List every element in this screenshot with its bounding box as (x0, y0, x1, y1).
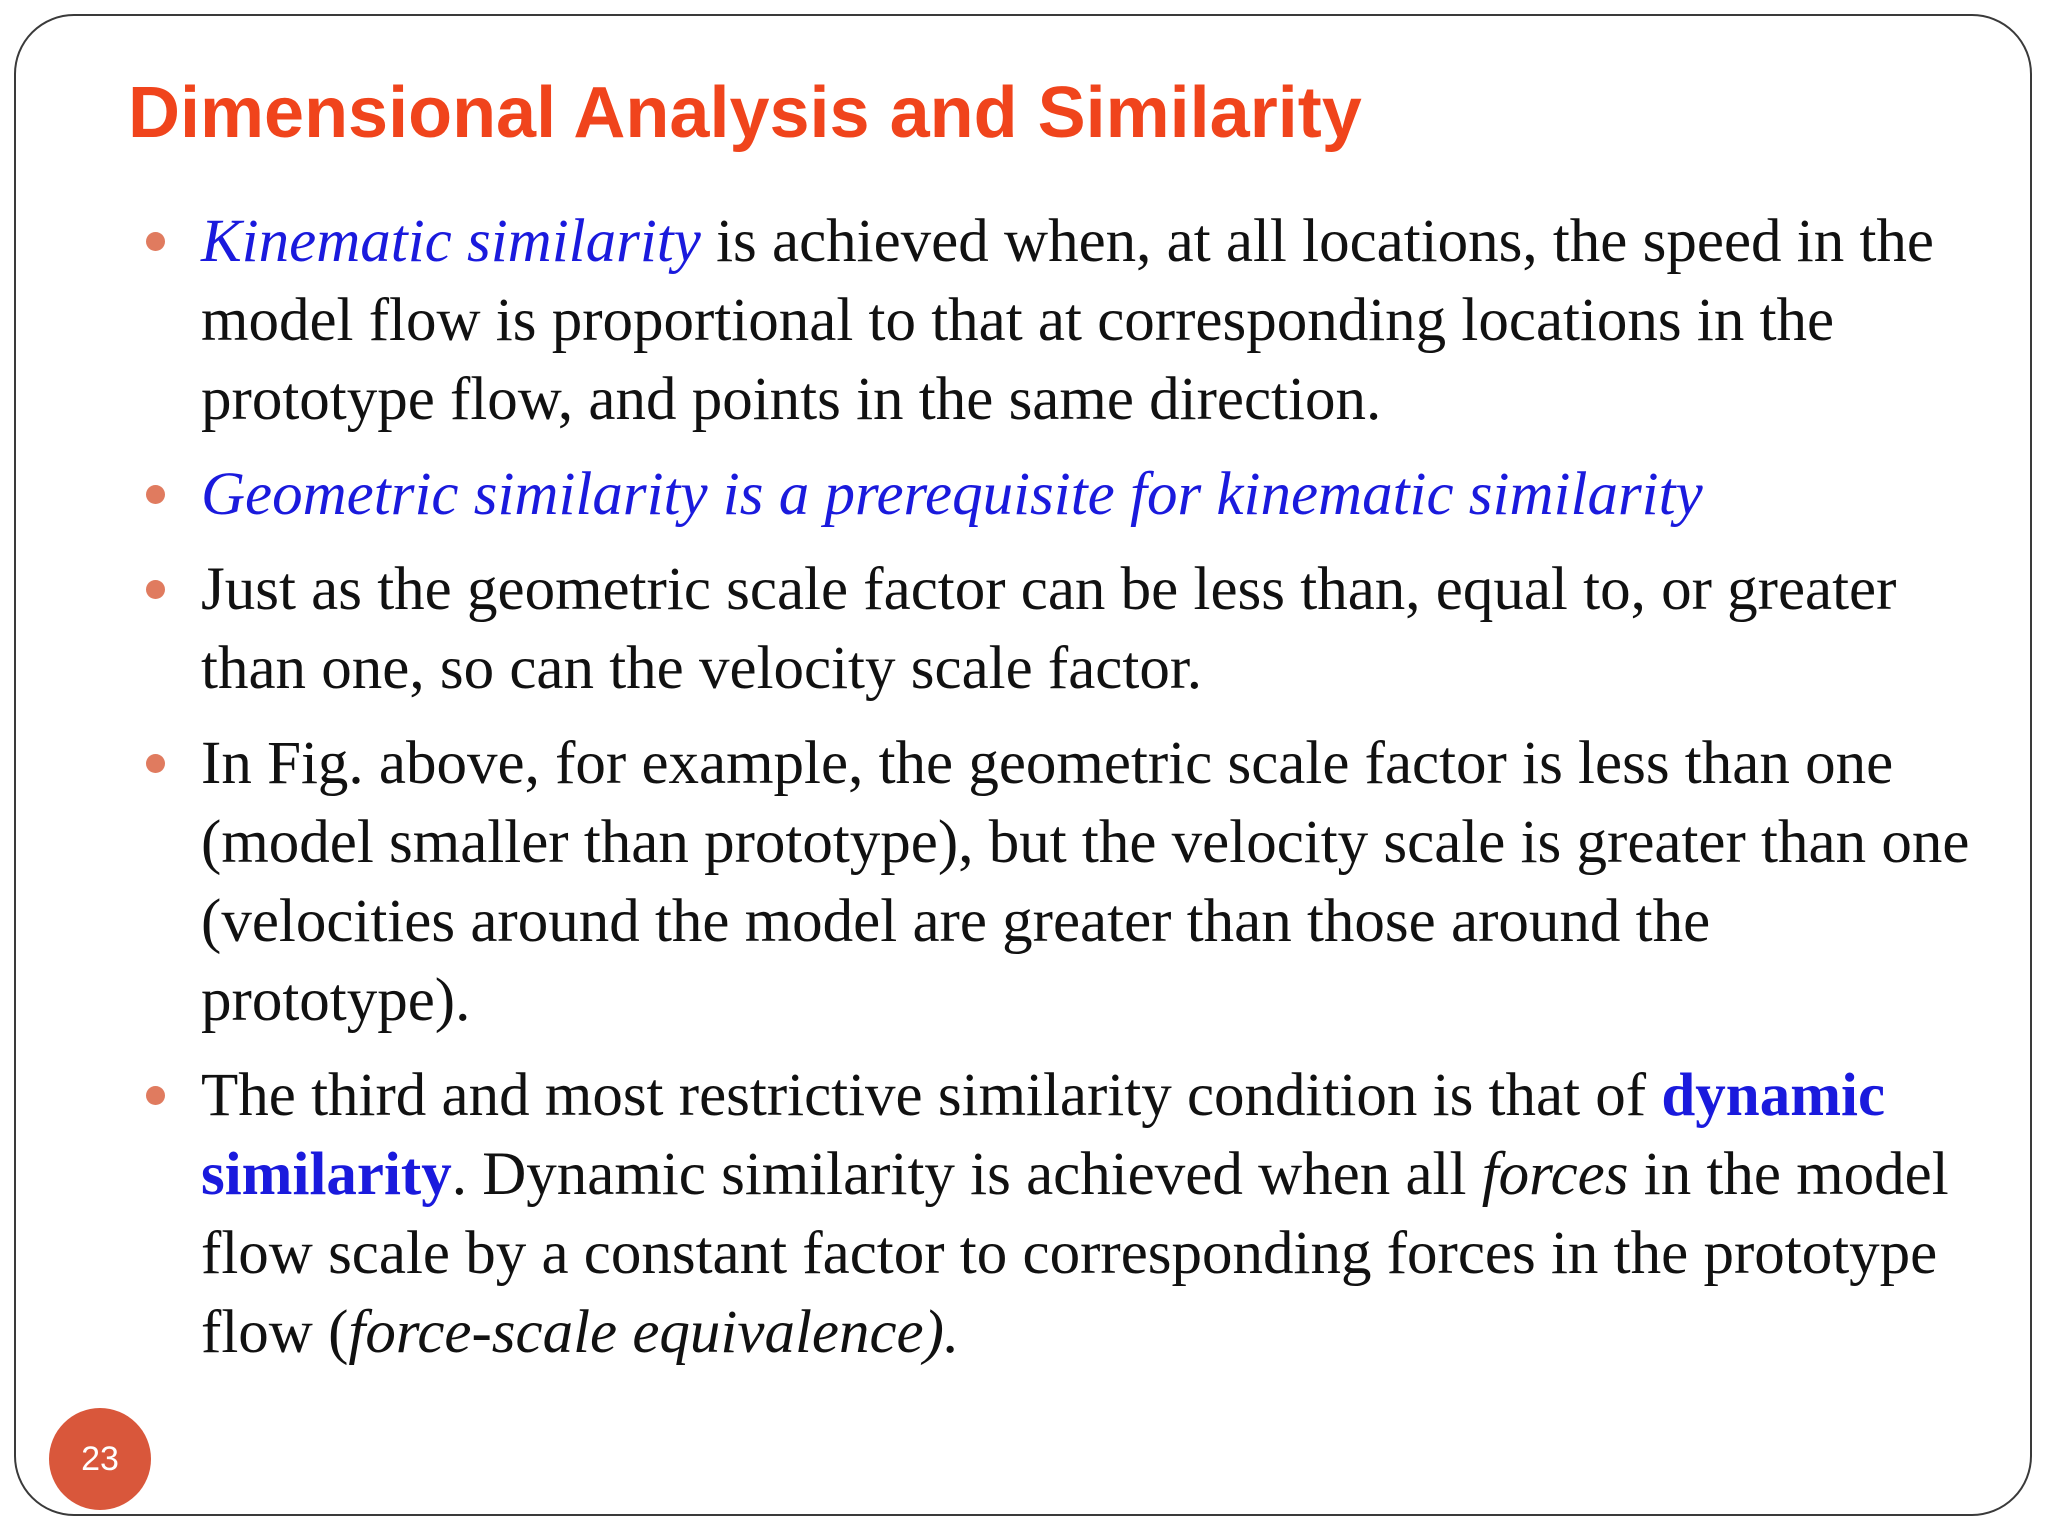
bullet-text: Geometric similarity is a prerequisite for kinematic similarity (201, 461, 1703, 528)
bullet-dynamic-similarity (146, 1056, 1986, 1372)
page-number: 23 (81, 1439, 119, 1478)
bullet-dot-icon (146, 232, 165, 251)
bullet-example (146, 724, 1986, 1040)
bullet-dot-icon (146, 485, 165, 504)
bullet-text: in the model flow scale by a constant factor to corresponding forces in the prototype flow ( (201, 1141, 1949, 1366)
bullet-dot-icon (146, 754, 165, 773)
bullet-list (146, 202, 1986, 1388)
force-scale-equivalence: force-scale equivalence). (348, 1299, 960, 1366)
bullet-dot-icon (146, 580, 165, 599)
term-dynamic-similarity: dynamic similarity (201, 1062, 1886, 1208)
bullet-kinematic-similarity (146, 202, 1986, 439)
bullet-text: . Dynamic similarity is achieved when all (451, 1141, 1482, 1208)
bullet-text: In Fig. above, for example, the geometric scale factor is less than one (model smaller than prototype), but the velocity scale is greater than one (velocities around the model are greater than those around the prototype). (201, 730, 1970, 1034)
bullet-velocity-scale (146, 550, 1986, 708)
slide (14, 14, 2032, 1516)
bullet-geometric-prerequisite (146, 455, 1986, 534)
bullet-text: The third and most restrictive similarity condition is that of (201, 1062, 1662, 1129)
slide-title: Dimensional Analysis and Similarity (128, 73, 1362, 153)
bullet-dot-icon (146, 1086, 165, 1105)
bullet-text: Just as the geometric scale factor can be less than, equal to, or greater than one, so can the velocity scale factor. (201, 556, 1897, 702)
page-number-badge (49, 1408, 151, 1510)
forces-word: forces (1481, 1141, 1629, 1208)
bullet-text: is achieved when, at all locations, the speed in the model flow is proportional to that at corresponding locations in the prototype flow, and points in the same direction. (201, 208, 1934, 433)
term-kinematic-similarity: Kinematic similarity (201, 208, 701, 275)
